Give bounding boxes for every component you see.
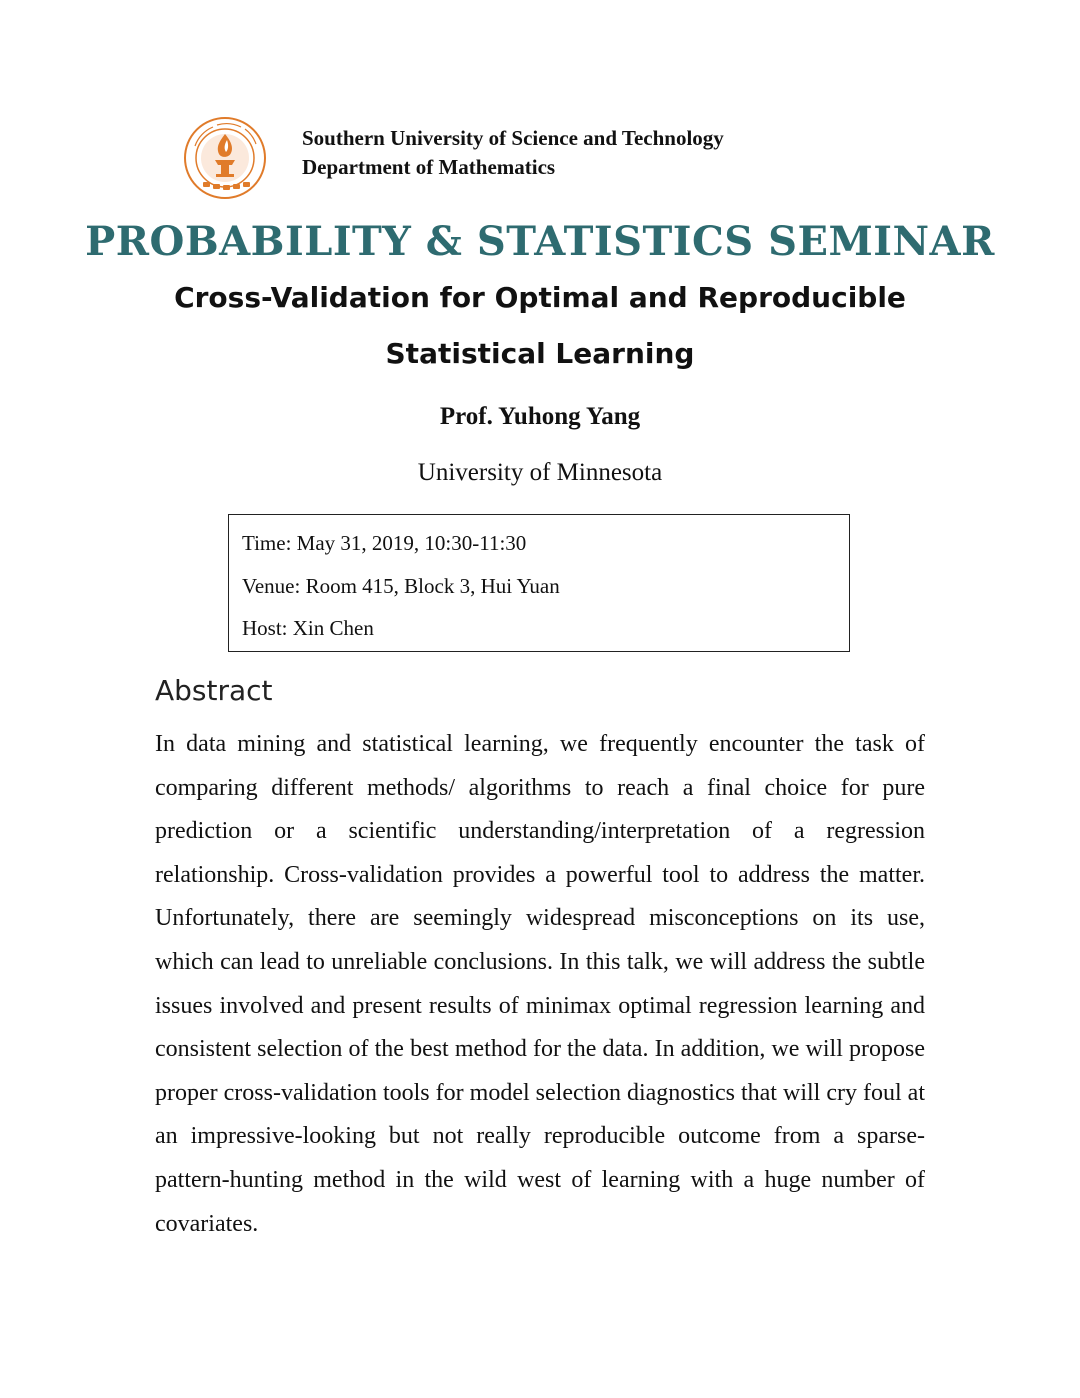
event-time: Time: May 31, 2019, 10:30-11:30: [242, 531, 527, 555]
speaker-affiliation: University of Minnesota: [417, 459, 663, 486]
talk-title: Cross-Validation for Optimal and Reproducible Statistical Learning: [174, 281, 906, 370]
department-name: Department of Mathematics: [302, 155, 556, 179]
event-info-box: [228, 514, 850, 652]
abstract-body: In data mining and statistical learning, we frequently encounter the task of comparing different methods/ algorithms to reach a final choice for pure prediction or a scientific understanding/interpretation of a regression relationship. Cross-validation provides a powerful tool to address the matter. Unfortunately, there are seemingly widespread misconceptions on its use, which can lead to unreliable conclusions. In this talk, we will address the subtle issues involved and present results of minimax optimal regression learning and consistent selection of the best method for the data. In addition, we will propose proper cross-validation tools for model selection diagnostics that will cry foul at an impressive-looking but not really reproducible outcome from a sparse-pattern-hunting method in the wild west of learning with a huge number of covariates.: [155, 731, 925, 1237]
event-host: Host: Xin Chen: [242, 616, 374, 640]
seminar-series-title: PROBABILITY & STATISTICS SEMINAR: [85, 218, 995, 265]
university-logo-icon: [183, 116, 267, 200]
institution-block: [302, 124, 724, 182]
speaker-name: Prof. Yuhong Yang: [439, 403, 641, 430]
abstract-heading: Abstract: [155, 674, 273, 707]
event-venue: Venue: Room 415, Block 3, Hui Yuan: [242, 573, 560, 598]
institution-name: Southern University of Science and Technology: [302, 126, 724, 150]
